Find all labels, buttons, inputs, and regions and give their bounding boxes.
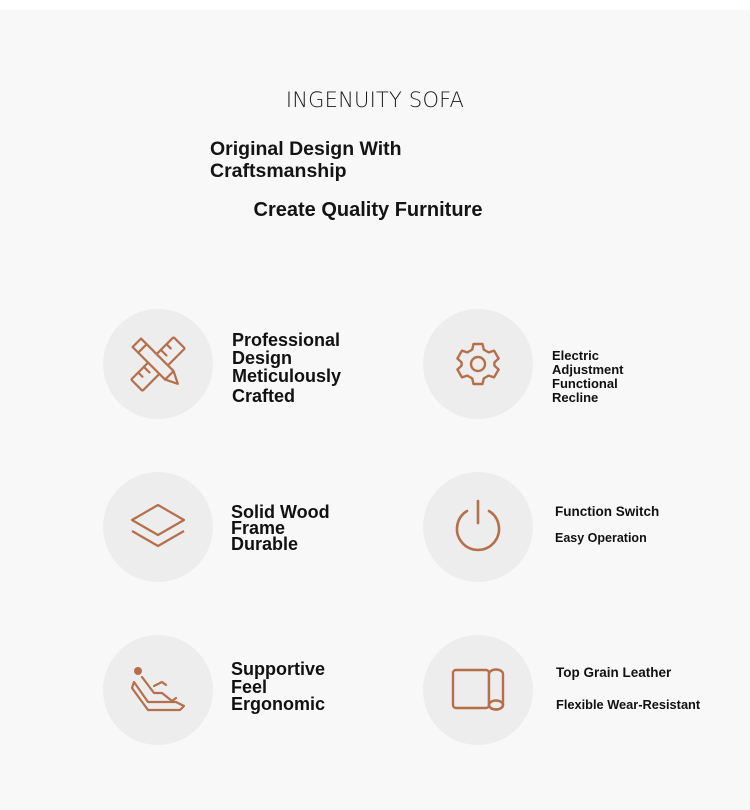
power-icon bbox=[446, 495, 510, 559]
gear-icon bbox=[446, 332, 510, 396]
feature-line: Design bbox=[232, 347, 293, 368]
feature-leather-text bbox=[556, 665, 700, 712]
page-background bbox=[0, 10, 750, 810]
feature-line: Meticulously bbox=[232, 366, 342, 386]
feature-ergonomic-text bbox=[231, 661, 325, 714]
feature-leather-badge bbox=[423, 635, 533, 745]
feature-line: Feel bbox=[231, 676, 268, 697]
feature-line: Supportive bbox=[231, 659, 326, 679]
feature-wood-text bbox=[231, 504, 330, 552]
feature-switch-badge bbox=[423, 472, 533, 582]
subtitle-line: Original Design With bbox=[210, 138, 402, 160]
feature-electric-badge bbox=[423, 309, 533, 419]
feature-design-text bbox=[232, 332, 341, 405]
feature-wood-badge bbox=[103, 472, 213, 582]
feature-line: Durable bbox=[231, 534, 299, 554]
feature-line: Functional bbox=[552, 376, 618, 391]
feature-line: Easy Operation bbox=[555, 531, 647, 545]
page-title: INGENUITY SOFA bbox=[285, 88, 465, 112]
feature-line: Top Grain Leather bbox=[556, 665, 672, 680]
feature-line: Crafted bbox=[232, 385, 296, 406]
feature-line: Professional bbox=[232, 330, 341, 350]
feature-line: Electric bbox=[552, 348, 599, 363]
feature-line: Adjustment bbox=[552, 362, 624, 377]
feature-line: Solid Wood bbox=[231, 502, 330, 522]
layers-icon bbox=[126, 495, 190, 559]
ruler-pencil-icon bbox=[126, 332, 190, 396]
tagline: Create Quality Furniture bbox=[253, 199, 483, 221]
feature-design-badge bbox=[103, 309, 213, 419]
feature-ergonomic-badge bbox=[103, 635, 213, 745]
recliner-person-icon bbox=[126, 658, 190, 722]
feature-line: Function Switch bbox=[555, 504, 660, 519]
leather-roll-icon bbox=[446, 658, 510, 722]
subtitle bbox=[210, 138, 540, 182]
feature-line: Recline bbox=[552, 390, 599, 405]
subtitle-line: Craftsmanship bbox=[210, 160, 347, 182]
feature-line: Frame bbox=[231, 518, 286, 538]
feature-electric-text bbox=[552, 349, 624, 405]
feature-line: Ergonomic bbox=[231, 694, 326, 714]
feature-switch-text bbox=[555, 504, 659, 545]
feature-line: Flexible Wear-Resistant bbox=[556, 697, 701, 712]
